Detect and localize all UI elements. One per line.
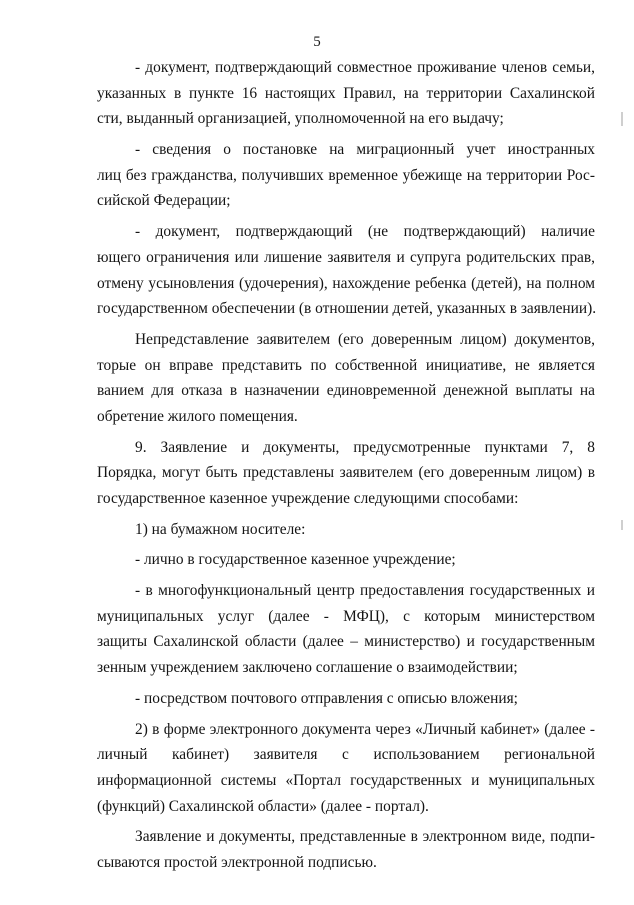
paragraph bbox=[97, 219, 595, 322]
text-line: указанных в пункте 16 настоящих Правил, на территории Сахалинской bbox=[97, 84, 595, 102]
scan-edge-mark bbox=[621, 112, 623, 126]
text-line: - сведения о постановке на миграционный учет иностранных bbox=[135, 141, 595, 159]
text-line: 9. Заявление и документы, предусмотренные пунктами 7, 8 bbox=[135, 438, 595, 456]
text-line: сти, выданный организацией, уполномоченной на его выдачу; bbox=[97, 110, 504, 128]
paragraph bbox=[97, 824, 595, 875]
text-line: зенным учреждением заключено соглашение о взаимодействии; bbox=[97, 659, 518, 677]
text-line: обретение жилого помещения. bbox=[97, 407, 298, 425]
text-line: информационной системы «Портал государственных и муниципальных bbox=[97, 771, 595, 789]
text-line: государственное казенное учреждение следующими способами: bbox=[97, 490, 519, 507]
paragraph bbox=[97, 517, 595, 543]
paragraph bbox=[97, 137, 595, 214]
text-line: ванием для отказа в назначении единовременной денежной выплаты на bbox=[97, 382, 595, 400]
text-line: Порядка, могут быть представлены заявителем (его доверенным лицом) в bbox=[97, 464, 595, 482]
page-number: 5 bbox=[313, 34, 321, 50]
text-line: Заявление и документы, представленные в электронном виде, подпи- bbox=[135, 828, 595, 846]
text-line: Непредставление заявителем (его доверенным лицом) документов, bbox=[135, 330, 595, 348]
paragraph bbox=[97, 686, 595, 712]
text-line: сываются простой электронной подписью. bbox=[97, 853, 377, 871]
paragraph bbox=[97, 717, 595, 820]
text-line: защиты Сахалинской области (далее – министерство) и государственным bbox=[97, 633, 595, 651]
text-line: сийской Федерации; bbox=[97, 192, 231, 210]
text-line: отмену усыновления (удочерения), нахождение ребенка (детей), на полном bbox=[97, 274, 595, 292]
text-line: лиц без гражданства, получивших временное убежище на территории Рос- bbox=[97, 166, 595, 184]
text-line: торые он вправе представить по собственной инициативе, не является bbox=[97, 356, 595, 374]
text-line: - лично в государственное казенное учреждение; bbox=[135, 551, 456, 569]
paragraph bbox=[97, 578, 595, 681]
paragraph bbox=[97, 435, 595, 512]
document-body bbox=[97, 55, 595, 876]
text-line: - документ, подтверждающий (не подтверждающий) наличие bbox=[135, 223, 595, 241]
paragraph bbox=[97, 55, 595, 132]
text-line: ющего ограничения или лишение заявителя и супруга родительских прав, bbox=[97, 248, 595, 266]
paragraph bbox=[97, 547, 595, 573]
scan-edge-mark bbox=[621, 520, 623, 530]
paragraph bbox=[97, 327, 595, 430]
text-line: 2) в форме электронного документа через «Личный кабинет» (далее - bbox=[135, 720, 595, 738]
text-line: - в многофункциональный центр предоставления государственных и bbox=[135, 582, 595, 600]
text-line: личный кабинет) заявителя с использованием региональной bbox=[97, 746, 595, 764]
text-line: - посредством почтового отправления с описью вложения; bbox=[135, 689, 518, 707]
text-line: 1) на бумажном носителе: bbox=[135, 520, 306, 538]
text-line: (функций) Сахалинской области» (далее - портал). bbox=[97, 797, 429, 815]
text-line: муниципальных услуг (далее - МФЦ), с которым министерством bbox=[97, 607, 595, 625]
text-line: - документ, подтверждающий совместное проживание членов семьи, bbox=[135, 59, 595, 76]
text-line: государственном обеспечении (в отношении детей, указанных в заявлении). bbox=[97, 300, 597, 318]
